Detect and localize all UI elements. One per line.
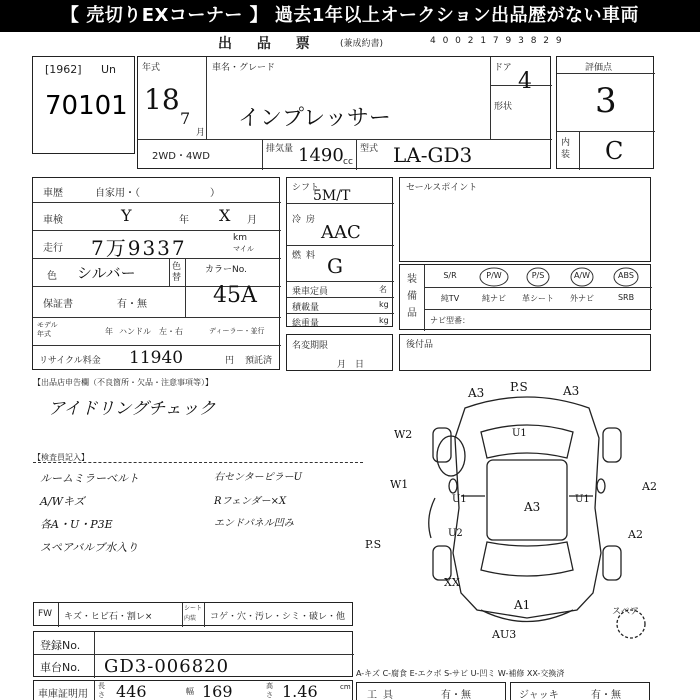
registration-box <box>33 631 353 677</box>
recycle-deposit: 預託済 <box>245 356 273 366</box>
aircon-label: 冷房 <box>292 215 321 225</box>
spec-box <box>286 177 393 327</box>
fw-row <box>33 602 353 626</box>
inspection-label: 車検 <box>43 215 63 226</box>
cert-unit: cm <box>340 683 351 691</box>
diag-u1-right: U1 <box>575 494 590 505</box>
cert-width-label: 幅 <box>186 687 194 696</box>
diag-au3: AU3 <box>492 628 517 641</box>
interior-label: 内装 <box>561 138 571 160</box>
lot-box <box>32 56 135 154</box>
mileage-unit-mile: マイル <box>233 245 254 253</box>
tools-label: 工具 <box>367 690 399 700</box>
load-unit: kg <box>379 300 389 309</box>
recycle-label: リサイクル料金 <box>39 356 101 366</box>
cert-width: 169 <box>202 682 233 700</box>
inspector-note-right-2: Rフェンダー×X <box>214 496 287 507</box>
diag-xx: XX <box>444 576 460 589</box>
inspector-label: 【検査員記入】 <box>33 453 89 462</box>
form-barcode-digits: 4 0 0 2 1 7 9 3 8 2 9 <box>430 36 564 46</box>
inspection-year-value: Y <box>121 206 132 225</box>
inspector-note-left-1: ルームミラーベルト <box>40 472 139 485</box>
inspection-month-unit: 月 <box>247 215 257 226</box>
seller-notes-value: アイドリングチェック <box>48 399 216 419</box>
equip-aw: A/W <box>573 271 591 280</box>
door-value: 4 <box>518 69 532 94</box>
diag-spare: スペア <box>612 607 640 617</box>
form-subtitle: (兼成約書) <box>340 39 384 49</box>
inspector-note-left-2: A/Wキズ <box>40 495 85 508</box>
fw-seat: シート内装 <box>184 605 203 622</box>
mileage-unit: km <box>233 233 247 243</box>
fuel-value: G <box>327 254 343 278</box>
model-year-dealer: ディーラー・並行 <box>209 327 265 335</box>
tools-box <box>356 682 506 700</box>
inspector-note-left-3: 各A・U・P3E <box>40 518 113 531</box>
equip-sr: S/R <box>443 271 457 280</box>
tools-value: 有・無 <box>441 690 471 700</box>
retrofit-box <box>399 334 651 371</box>
capacity-label: 乗車定員 <box>292 287 329 297</box>
lot-number: 70101 <box>45 91 128 121</box>
equip-ps: P/S <box>531 271 545 280</box>
fw-text: キズ・ヒビ石・割レ× <box>64 612 153 622</box>
navi-model-label: ナビ型番： <box>430 316 470 325</box>
gross-label: 総重量 <box>292 319 320 329</box>
color-code-label: カラーNo. <box>205 265 247 275</box>
name-change-label: 名変期限 <box>292 341 329 351</box>
diag-w2: W2 <box>394 428 413 441</box>
door-label: ドア <box>494 63 512 73</box>
shape-label: 形状 <box>494 102 513 112</box>
car-name-label: 車名・グレード <box>212 63 276 73</box>
diag-u1-left: U1 <box>452 494 467 505</box>
year-month-unit: 月 <box>196 128 206 138</box>
cert-label: 車庫証明用 <box>38 689 88 700</box>
lot-tag: [1962] <box>45 63 82 76</box>
displacement-unit: cc <box>343 157 353 167</box>
model-year-handle: ハンドル 左・右 <box>119 327 183 336</box>
recycle-unit: 円 <box>225 356 235 366</box>
displacement-label: 排気量 <box>266 144 294 154</box>
score-label: 評価点 <box>585 63 613 73</box>
cert-len-label: 長さ <box>98 682 105 699</box>
equip-ext-navi: 外ナビ <box>570 294 594 303</box>
model-year-label2: 年式 <box>37 330 51 338</box>
equip-navi: 純ナビ <box>482 294 506 303</box>
mileage-label: 走行 <box>43 243 63 254</box>
vehicle-main-box <box>137 56 551 169</box>
displacement-value: 1490 <box>298 145 344 166</box>
diag-w1: W1 <box>390 478 409 491</box>
model-label: 型式 <box>360 144 379 154</box>
equipment-box <box>399 264 651 330</box>
diag-a3-center: A3 <box>524 500 541 514</box>
chassis-value: GD3-006820 <box>104 656 230 677</box>
diag-u2: U2 <box>448 528 463 539</box>
color-code-value: 45A <box>213 283 257 308</box>
details-box <box>32 177 280 370</box>
score-value: 3 <box>595 81 617 121</box>
model-year-label1: モデル <box>37 321 58 329</box>
chassis-label: 車台No. <box>40 661 81 674</box>
warranty-value: 有・無 <box>117 299 147 310</box>
fw-label: FW <box>38 609 53 619</box>
damage-legend: A-キズ C-腐食 E-エクボ S-サビ U-凹ミ W-補修 XX-交換済 <box>356 669 565 678</box>
diag-a3-left: A3 <box>468 386 485 400</box>
cert-height-label: 高さ <box>266 682 273 699</box>
equip-srb: SRB <box>617 293 635 302</box>
fw-text2: コゲ・穴・汚レ・シミ・破レ・他 <box>210 612 346 622</box>
diag-u1-top: U1 <box>512 428 527 439</box>
jack-value: 有・無 <box>591 690 621 700</box>
equip-pw: P/W <box>486 271 502 280</box>
equipment-label: 装備品 <box>407 274 417 319</box>
mileage-value: 7万9337 <box>91 236 187 260</box>
inspector-note-right-1: 右センターピラーU <box>214 472 303 483</box>
jack-box <box>510 682 650 700</box>
sales-point-label: セールスポイント <box>406 183 478 193</box>
name-change-box <box>286 334 393 371</box>
equip-abs: ABS <box>618 271 634 280</box>
cert-len: 446 <box>116 682 147 700</box>
gross-unit: kg <box>379 316 389 325</box>
car-name-value: インプレッサー <box>238 106 391 131</box>
color-value: シルバー <box>77 264 136 282</box>
form-title: 出 品 票 <box>218 36 320 52</box>
history-value: 自家用・（ ） <box>95 188 220 199</box>
jack-label: ジャッキ <box>519 690 559 700</box>
lot-tag-suffix: Un <box>101 63 117 76</box>
year-month-value: 7 <box>180 109 191 128</box>
capacity-unit: 名 <box>379 285 387 294</box>
inspector-note-left-4: スペアバルブ水入り <box>40 541 139 554</box>
sales-point-box <box>399 177 651 262</box>
year-label: 年式 <box>142 63 161 73</box>
model-value: LA-GD3 <box>393 143 473 167</box>
aircon-value: AAC <box>321 222 361 243</box>
diag-a1: A1 <box>514 598 531 612</box>
diag-a2-right-low: A2 <box>628 528 643 541</box>
history-label: 車歴 <box>43 188 63 199</box>
interior-value: C <box>605 137 624 165</box>
inspector-note-right-3: エンドパネル凹み <box>214 518 294 529</box>
equip-tv: 純TV <box>440 294 460 303</box>
color-label: 色 <box>47 271 57 282</box>
load-label: 積載量 <box>292 303 320 313</box>
cert-height: 1.46 <box>282 682 318 700</box>
equip-leather: 革シート <box>522 294 554 303</box>
diag-ps-left: P.S <box>365 538 382 551</box>
diag-ps-top: P.S <box>510 380 528 394</box>
score-box <box>556 56 654 169</box>
fuel-label: 燃料 <box>292 251 321 261</box>
inspection-month-value: X <box>219 206 231 225</box>
model-year-year: 年 <box>105 327 113 336</box>
page-banner: 【 売切りEXコーナー 】 過去1年以上オークション出品歴がない車両 <box>0 0 700 32</box>
name-change-unit: 月 日 <box>337 360 365 370</box>
year-value: 18 <box>144 83 180 116</box>
warranty-label: 保証書 <box>43 299 73 310</box>
drive-label: 2WD・4WD <box>152 151 210 162</box>
equipment-circle-marks <box>400 265 652 331</box>
color-change-label: 色替 <box>172 262 182 283</box>
reg-no-label: 登録No. <box>40 639 81 652</box>
recycle-value: 11940 <box>129 348 184 368</box>
garage-cert-row <box>33 680 353 700</box>
shift-value: 5M/T <box>313 188 351 204</box>
retrofit-label: 後付品 <box>406 340 434 350</box>
inspection-year-unit: 年 <box>179 215 189 226</box>
diag-a2-right: A2 <box>642 480 657 493</box>
diag-a3-right: A3 <box>563 384 580 398</box>
shift-label: シフト <box>292 183 320 193</box>
seller-notes-label: 【出品店申告欄（不良箇所・欠品・注意事項等）】 <box>33 378 213 387</box>
